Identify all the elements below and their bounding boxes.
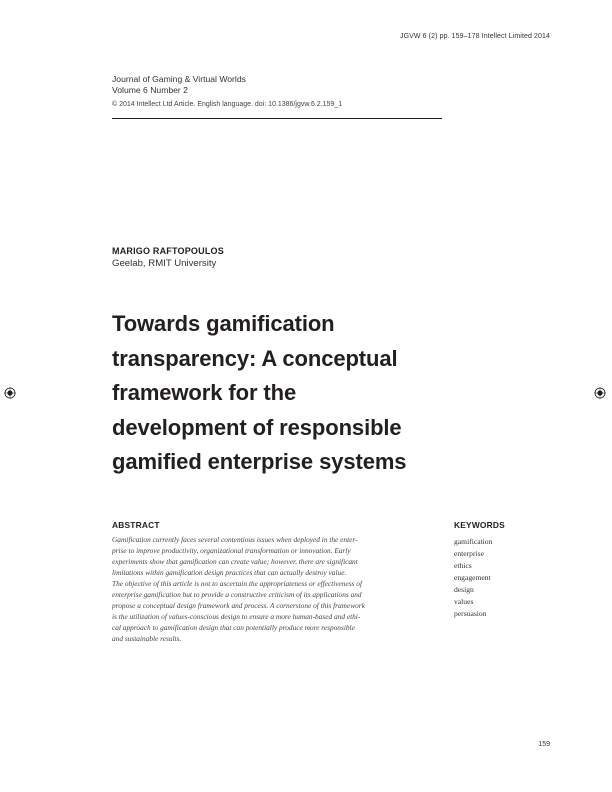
abstract-line: experiments show that gamification can create value; however, there are significant [112,557,358,567]
title-line: transparency: A conceptual [112,345,398,371]
abstract-line: is the utilization of values-conscious design to ensure a more human-based and ethi- [112,612,361,622]
author-name: MARIGO RAFTOPOULOS [112,246,224,256]
keyword-item: values [454,597,474,606]
abstract-line: The objective of this article is not to ascertain the appropriateness or effectiveness of [112,579,362,589]
abstract-line: enterprise gamification but to provide a constructive criticism of its applications and [112,590,362,600]
abstract-line: limitations within gamification design practices that can actually destroy value. [112,568,347,578]
abstract-line: and sustainable results. [112,634,182,644]
journal-issue: Volume 6 Number 2 [112,85,188,95]
title-line: framework for the [112,380,297,405]
abstract-line: Gamification currently faces several contentious issues when deployed in the enter- [112,535,358,544]
journal-info [112,74,246,96]
running-head: JGVW 6 (2) pp. 159–178 Intellect Limited 2014 [399,33,550,40]
keyword-item: persuasion [454,609,487,618]
article-title [112,307,452,480]
keyword-item: gamification [454,537,493,546]
header-rule [112,118,442,119]
keyword-item: design [454,585,474,594]
registration-mark-icon [594,387,606,399]
keywords-heading: KEYWORDS [454,520,505,530]
keywords-list [454,536,492,620]
registration-mark-icon [4,387,16,399]
abstract-line: prise to improve productivity, organizational transformation or innovation. Early [112,546,351,556]
abstract-text [112,534,441,644]
title-line: Towards gamification [112,311,335,336]
keyword-item: ethics [454,561,472,570]
title-line: development of responsible [112,414,402,440]
title-line: gamified enterprise systems [112,449,407,474]
abstract-line: cal approach to gamification design that can potentially produce more responsible [112,623,355,633]
abstract-line: propose a conceptual design framework and process. A cornerstone of this framework [112,601,365,611]
abstract-heading: ABSTRACT [112,520,160,530]
author-affiliation: Geelab, RMIT University [112,258,217,269]
doi-line: © 2014 Intellect Ltd Article. English language. doi: 10.1386/jgvw.6.2.159_1 [112,101,343,108]
page-number: 159 [538,741,550,748]
journal-name: Journal of Gaming & Virtual Worlds [112,74,246,84]
keyword-item: engagement [454,573,491,582]
keyword-item: enterprise [454,549,484,558]
